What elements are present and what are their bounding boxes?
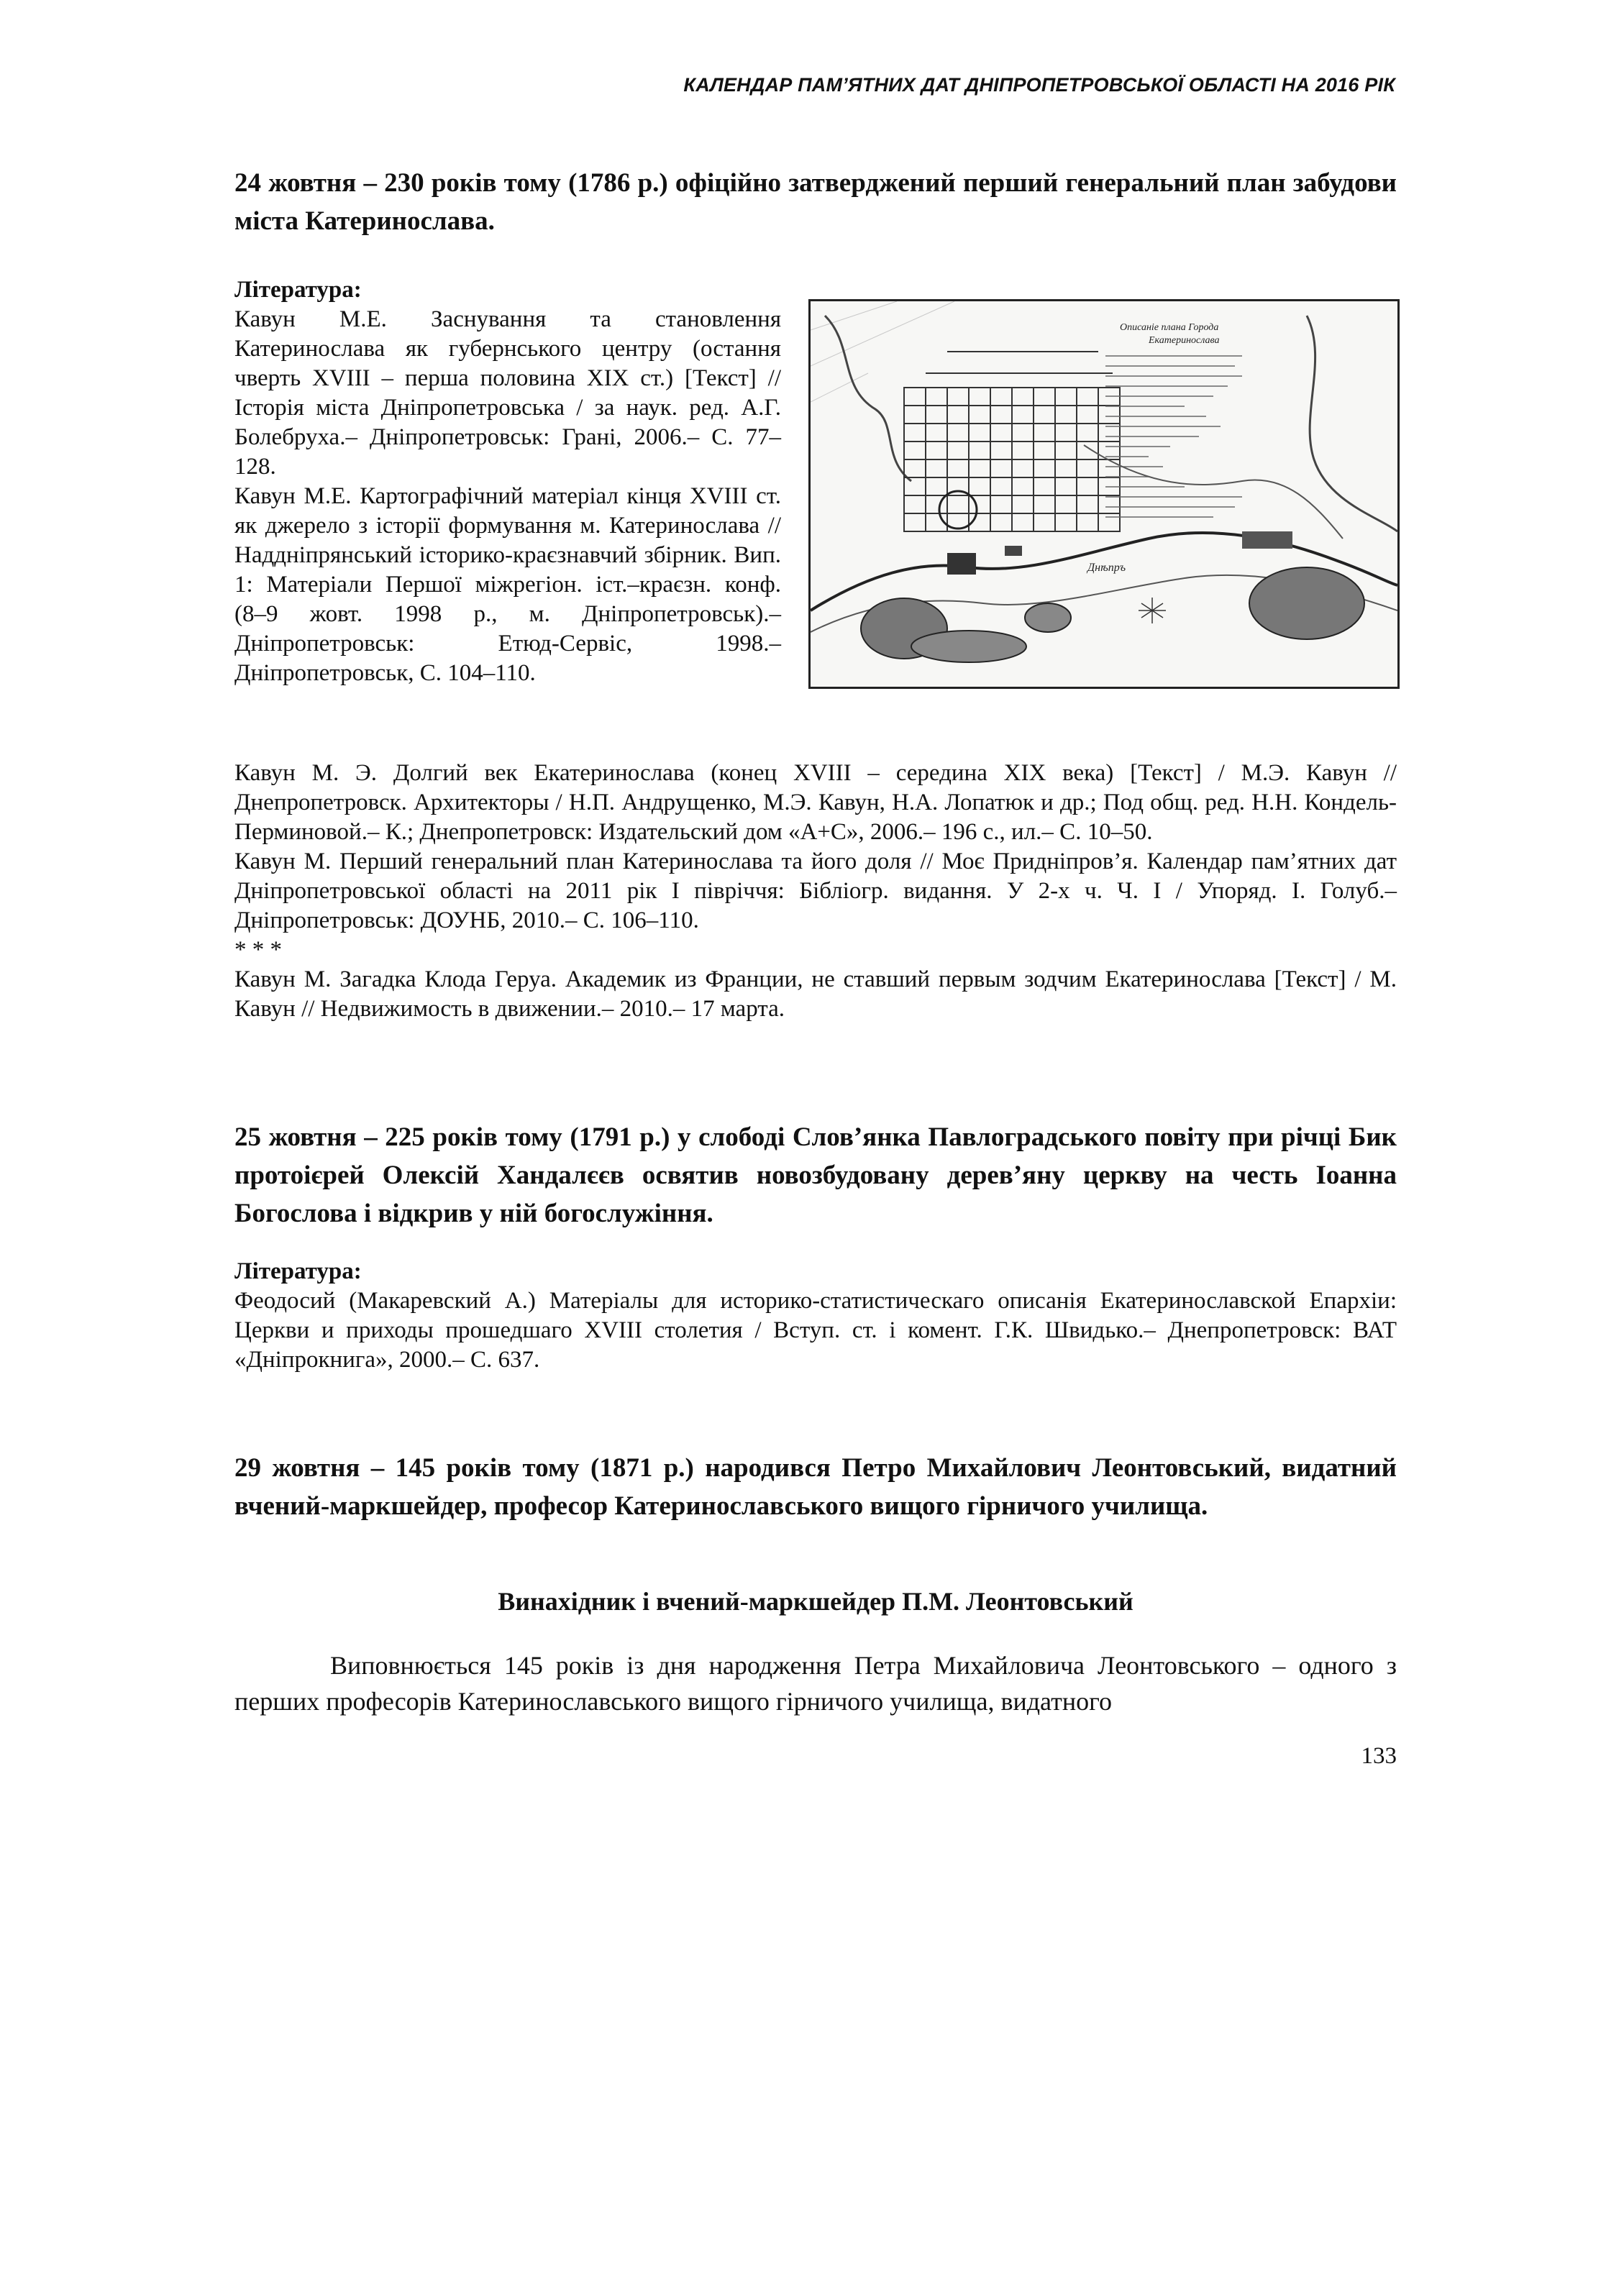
svg-text:Екатеринослава: Екатеринослава — [1149, 335, 1220, 346]
page-number: 133 — [1361, 1743, 1397, 1769]
river-label: Днѣпръ — [1087, 562, 1126, 574]
section-1 — [234, 164, 1397, 240]
section-1-literature-left — [234, 275, 781, 688]
reference-item: Кавун М.Е. Картографічний матеріал кінця XVIII ст. як джерело з історії формування м. Катеринослава // Наддніпрянський історико-краєзнавчий збірник. Вип. 1: Матеріали Першої міжрегіон. іст.–краєзн. конф. (8–9 жовт. 1998 р., м. Дніпропетровськ).– Дніпропетровськ: Етюд-Сервіс, 1998.– Дніпропетровськ, С. 104–110. — [234, 483, 781, 686]
section-2-heading: 25 жовтня – 225 років тому (1791 р.) у слободі Слов’янка Павлоградського повіту при річці Бик протоієрей Олексій Хандалєєв освятив новозбудовану дерев’яну церкву на честь Іоанна Богослова і відкрив у ній богослужіння. — [234, 1122, 1397, 1228]
map-drawing — [811, 301, 1397, 687]
section-1-heading: 24 жовтня – 230 років тому (1786 р.) офіційно затверджений перший генеральний план забудови міста Катеринослава. — [234, 168, 1397, 236]
reference-item: Кавун М. Загадка Клода Геруа. Академик из Франции, не ставший первым зодчим Екатеринослава [Текст] / М. Кавун // Недвижимость в движении.– 2010.– 17 марта. — [234, 966, 1397, 1022]
section-3 — [234, 1449, 1397, 1525]
city-plan-map-image — [808, 299, 1400, 689]
reference-item: Кавун М.Е. Заснування та становлення Катеринослава як губернського центру (остання чверть XVIII – перша половина XIX ст.) [Текст] // Історія міста Дніпропетровська / за наук. ред. А.Г. Болебруха.– Дніпропетровськ: Грані, 2006.– С. 77–128. — [234, 306, 781, 480]
literature-label: Література: — [234, 1258, 362, 1284]
reference-item: Кавун М. Перший генеральний план Катеринослава та його доля // Моє Придніпров’я. Календар пам’ятних дат Дніпропетровської області на 2011 рік I півріччя: Бібліогр. видання. У 2-х ч. Ч. I / Упоряд. І. Голуб.– Дніпропетровськ: ДОУНБ, 2010.– С. 106–110. — [234, 849, 1397, 933]
body-paragraph: Виповнюється 145 років із дня народження Петра Михайловича Леонтовського – одного з перших професорів Катеринославського вищого гірничого училища, видатного — [234, 1651, 1397, 1716]
section-2 — [234, 1118, 1397, 1375]
article-subheading: Винахідник і вчений-маркшейдер П.М. Леонтовський — [498, 1587, 1133, 1616]
island-shape — [1249, 567, 1364, 639]
reference-item: Феодосий (Макаревский А.) Матеріалы для историко-статистическаго описанія Екатеринославской Епархіи: Церкви и приходы прошедшаго XVIII столетия / Вступ. ст. і комент. Г.К. Швидько.– Днепропетровск: ВАТ «Дніпрокнига», 2000.– С. 637. — [234, 1288, 1397, 1373]
section-1-literature-full — [234, 759, 1397, 1024]
separator-stars: * * * — [234, 937, 282, 963]
running-header: КАЛЕНДАР ПАМ’ЯТНИХ ДАТ ДНІПРОПЕТРОВСЬКОЇ ОБЛАСТІ НА 2016 РІК — [683, 74, 1395, 96]
svg-text:Описаніе плана Города: Описаніе плана Города — [1120, 322, 1219, 333]
island-shape — [911, 631, 1026, 662]
literature-label: Література: — [234, 277, 362, 303]
reference-item: Кавун М. Э. Долгий век Екатеринослава (конец XVIII – середина XIX века) [Текст] / М.Э. Кавун // Днепропетровск. Архитекторы / Н.П. Андрущенко, М.Э. Кавун, Н.А. Лопатюк и др.; Под общ. ред. Н.Н. Кондель-Перминовой.– К.; Днепропетровск: Издательский дом «А+С», 2006.– 196 с., ил.– С. 10–50. — [234, 760, 1397, 845]
island-shape — [1025, 603, 1071, 632]
section-3-heading: 29 жовтня – 145 років тому (1871 р.) народився Петро Михайлович Леонтовський, видатний вчений-маркшейдер, професор Катеринославського вищого гірничого училища. — [234, 1453, 1397, 1521]
